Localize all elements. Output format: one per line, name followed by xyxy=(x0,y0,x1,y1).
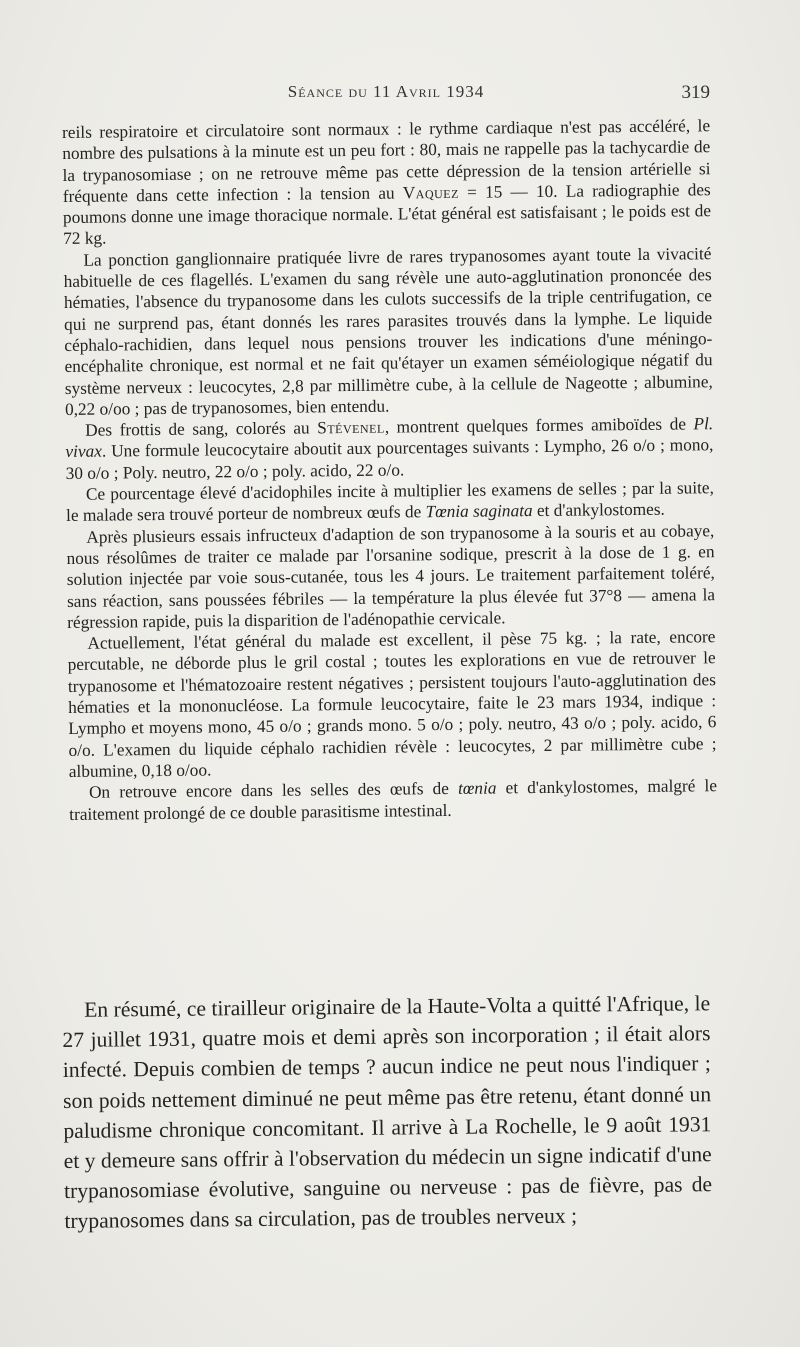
page-number: 319 xyxy=(681,82,710,103)
paragraph-blood-smears xyxy=(65,413,714,484)
paragraph-current-state: Actuellement, l'état général du malade est excellent, il pèse 75 kg. ; la rate, encore percutable, ne déborde plus le gril costal ; toutes les explorations en vue de retrouver le trypanosome et l'hématozoaire restent négatives ; persistent toujours l'auto-agglutination des hématies et la mononucléose. La formule leucocytaire, faite le 23 mars 1934, indique : Lympho et moyens mono, 45 o/o ; grands mono. 5 o/o ; poly. neutro, 43 o/o ; poly. acido, 6 o/o. L'examen du liquide céphalo rachidien révèle : leucocytes, 2 par millimètre cube ; albumine, 0,18 o/oo. xyxy=(67,627,717,781)
paragraph-acidophiles xyxy=(66,477,714,526)
text-segment: reils respiratoire et circulatoire sont normaux : le rythme cardiaque n'est pas accéléré, le nombre des pulsations à la minute est un peu fort : 80, mais ne rappelle pas la tachycardie de la trypanosomiase ; on ne retrouve même pas cette dépression de la tension artérielle si fréquente dans cette infection : la tension au xyxy=(62,116,711,206)
species-name-vivax: Pl. vivax xyxy=(65,414,714,462)
paragraph-treatment: Après plusieurs essais infructeux d'adaption de son trypanosome à la souris et au cobaye, nous résolûmes de traiter ce malade par l'orsanine sodique, prescrit à la dose de 1 g. en solution injectée par voie sous-cutanée, tous les 4 jours. Le traitement parfaitement toléré, sans réaction, sans poussées fébriles — la température la plus élevée fut 37°8 — amena la régression rapide, puis la disparition de l'adénopathie cervicale. xyxy=(66,520,716,632)
species-name-taenia-2: tœnia xyxy=(457,778,497,799)
text-segment: = 15 — 10. La radiographie des poumons donne une image thoracique normale. L'état général est satisfaisant ; le poids est de 72 kg. xyxy=(62,180,712,249)
paragraph-parasites xyxy=(69,775,717,824)
paragraph-summary: En résumé, ce tirailleur originaire de la Haute-Volta a quitté l'Afrique, le 27 juillet 1931, quatre mois et demi après son incorporation ; il était alors infecté. Depuis combien de temps ? aucun indice ne peut nous l'indiquer ; son poids nettement diminué ne peut même pas être retenu, étant donné un paludisme chronique concomitant. Il arrive à La Rochelle, le 9 août 1931 et y demeure sans offrir à l'observation du médecin un signe indicatif d'une trypanosomiase évolutive, sanguine ou nerveuse : pas de fièvre, pas de trypanosomes dans sa circulation, pas de troubles nerveux ; xyxy=(62,991,713,1234)
species-name-taenia: Tœnia saginata xyxy=(425,501,533,522)
running-head xyxy=(62,82,710,112)
text-segment: Des frottis de sang, colorés au xyxy=(85,418,318,440)
text-segment: On retrouve encore dans les selles des œufs de xyxy=(88,779,459,802)
observation-text xyxy=(62,115,717,825)
text-segment: et d'ankylostomes. xyxy=(532,500,665,521)
text-segment: , montrent quelques formes amiboïdes de xyxy=(384,414,694,437)
running-head-title: Séance du 11 Avril 1934 xyxy=(287,82,485,101)
text-segment: Ce pourcentage élevé d'acidophiles incite à multiplier les examens de selles ; par la suite, le malade sera trouvé porteur de nombreux œufs de xyxy=(66,478,714,526)
text-segment: . Une formule leucocytaire aboutit aux pourcentages suivants : Lympho, 26 o/o ; mono, 30 o/o ; Poly. neutro, 22 o/o ; poly. acido, 22 o/o. xyxy=(65,435,714,483)
summary-text xyxy=(62,988,712,1236)
paragraph-vital-signs xyxy=(62,115,711,250)
author-name-vaquez: Vaquez xyxy=(402,182,459,203)
text-segment: et d'ankylostomes, malgré le traitement prolongé de ce double parasitisme intestinal. xyxy=(69,776,718,824)
paragraph-puncture: La ponction ganglionnaire pratiquée livre de rares trypanosomes ayant toute la vivacité habituelle de ces flagellés. L'examen du sang révèle une auto-agglutination prononcée des hématies, l'absence du trypanosome dans les culots successifs de la triple centrifugation, ce qui ne surprend pas, étant donnés les rares parasites trouvés dans la lymphe. Le liquide céphalo-rachidien, dans lequel nous pensions trouver les indications d'une méningo-encéphalite chronique, est normal et ne fait qu'étayer un examen séméiologique négatif du système nerveux : leucocytes, 2,8 par millimètre cube, à la cellule de Nageotte ; albumine, 0,22 o/oo ; pas de trypanosomes, bien entendu. xyxy=(63,243,713,419)
author-name-stevenel: Stévenel xyxy=(317,417,385,438)
